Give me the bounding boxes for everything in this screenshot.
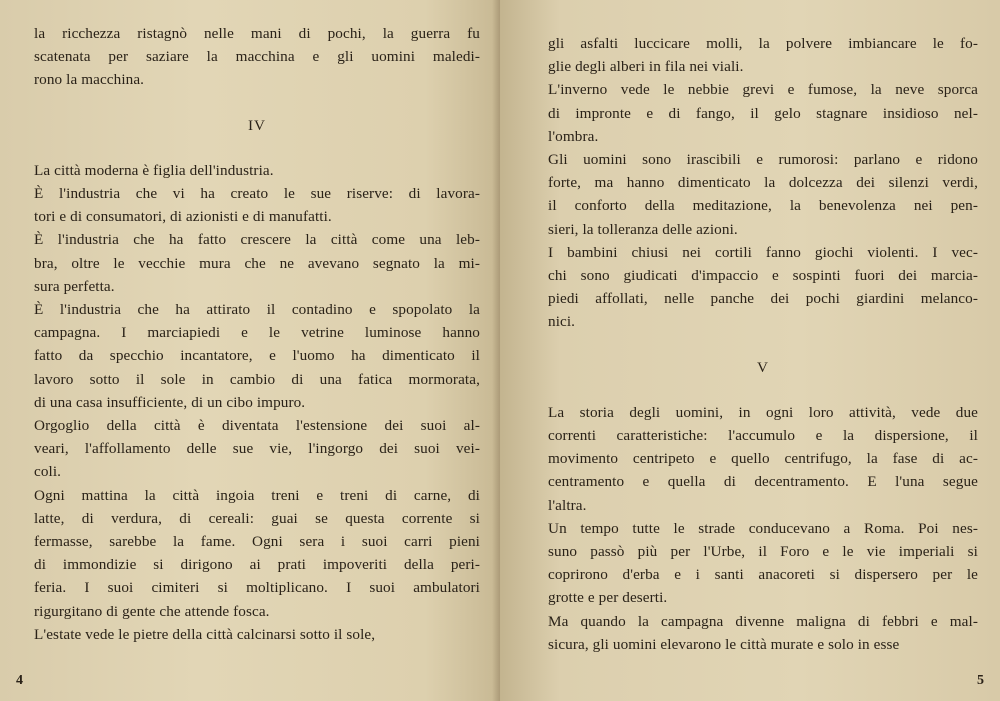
text-line: È l'industria che ha fatto crescere la città come una leb- [34,231,480,249]
text-line: sura perfetta. [34,277,115,295]
text-line: suno passò più per l'Urbe, il Foro e le vie imperiali si [548,543,978,561]
text-line: l'altra. [548,496,587,514]
text-line: La storia degli uomini, in ogni loro attività, vede due [548,403,978,421]
left-body-text [34,159,480,646]
text-line: veari, l'affollamento delle sue vie, l'ingorgo dei suoi vei- [34,440,480,458]
right-body-text [548,32,978,334]
paragraph [34,182,480,228]
paragraph [548,610,978,656]
text-line: Orgoglio della città è diventata l'estensione dei suoi al- [34,417,480,435]
text-line: Ogni mattina la città ingoia treni e treni di carne, di [34,486,480,504]
text-line: glie degli alberi in fila nei viali. [548,58,744,76]
text-line: nici. [548,313,576,331]
page-number: 4 [16,673,23,688]
paragraph [548,78,978,148]
page-number: 5 [977,673,984,688]
text-line: L'estate vede le pietre della città calcinarsi sotto il sole, [34,625,376,643]
text-line: È l'industria che ha attirato il contadino e spopolato la [34,301,480,319]
text-line: feria. I suoi cimiteri si moltiplicano. I suoi ambulatori [34,579,480,597]
paragraph [34,228,480,298]
text-line: I bambini chiusi nei cortili fanno giochi violenti. I vec- [548,243,978,261]
text-line: gli asfalti luccicare molli, la polvere imbiancare le fo- [548,35,978,52]
text-line: fatto da specchio incantatore, e l'uomo ha dimenticato il [34,347,480,365]
text-line: sicura, gli uomini elevarono le città murate e solo in esse [548,635,900,653]
text-line: grotte e per deserti. [548,589,668,607]
paragraph [548,517,978,610]
section-heading: IV [247,116,267,134]
text-line: L'inverno vede le nebbie grevi e fumose, la neve sporca [548,81,978,99]
text-line: coprirono d'erba e i santi anacoreti si dispersero per le [548,566,978,584]
text-line: campagna. I marciapiedi e le vetrine luminose hanno [34,324,480,342]
text-line: rono la macchina. [34,71,145,89]
text-line: il conforto della meditazione, la benevolenza nei pen- [548,197,978,215]
paragraph [34,298,480,414]
section-heading: V [757,358,769,376]
text-line: bra, oltre le vecchie mura che ne avevano segnato la mi- [34,254,480,272]
text-line: correnti caratteristiche: l'accumulo e la dispersione, il [548,427,978,445]
text-line: fermasse, sarebbe la fame. Ogni sera i suoi carri pieni [34,533,480,551]
text-line: chi sono giudicati d'impaccio e sospinti fuori dei marcia- [548,267,978,285]
paragraph [548,148,978,241]
text-line: di una casa insufficiente, di un cibo impuro. [34,393,306,411]
right-section-text [548,401,978,656]
text-line: piedi affollati, nelle panche dei pochi giardini melanco- [548,290,978,308]
text-line: di impronte e di fango, il gelo stagnare insidioso nel- [548,104,978,122]
text-line: l'ombra. [548,127,599,145]
text-line: coli. [34,463,62,481]
text-line: tori e di consumatori, di azionisti e di manufatti. [34,208,332,226]
text-line: Un tempo tutte le strade conducevano a Roma. Poi nes- [548,519,978,537]
paragraph [34,484,480,623]
text-line: Gli uomini sono irascibili e rumorosi: parlano e ridono [548,151,978,169]
paragraph [34,159,480,182]
text-line: movimento centripeto e quello centrifugo, la fase di ac- [548,450,978,468]
text-line: lavoro sotto il sole in cambio di una fatica mormorata, [34,370,480,388]
text-line: forte, ma hanno dimenticato la dolcezza dei silenzi verdi, [548,174,978,192]
text-line: la ricchezza ristagnò nelle mani di pochi, la guerra fu [34,25,480,42]
right-page [500,0,1000,701]
text-line: scatenata per saziare la macchina e gli uomini maledi- [34,48,480,66]
text-line: Ma quando la campagna divenne maligna di febbri e mal- [548,612,978,630]
paragraph [548,401,978,517]
paragraph [548,32,978,78]
text-line: rigurgitano di gente che attende fosca. [34,602,270,620]
text-line: di immondizie si dirigono ai prati impoveriti della peri- [34,556,480,574]
paragraph [548,241,978,334]
text-line: centramento e quella di decentramento. E l'una segue [548,473,978,491]
text-line: È l'industria che vi ha creato le sue riserve: di lavora- [34,185,480,203]
text-line: latte, di verdura, di cereali: guai se questa corrente si [34,509,480,527]
opening-text [34,22,480,92]
paragraph [34,623,480,646]
text-line: La città moderna è figlia dell'industria. [34,161,274,179]
text-line: sieri, la tolleranza delle azioni. [548,220,738,238]
paragraph [34,414,480,484]
